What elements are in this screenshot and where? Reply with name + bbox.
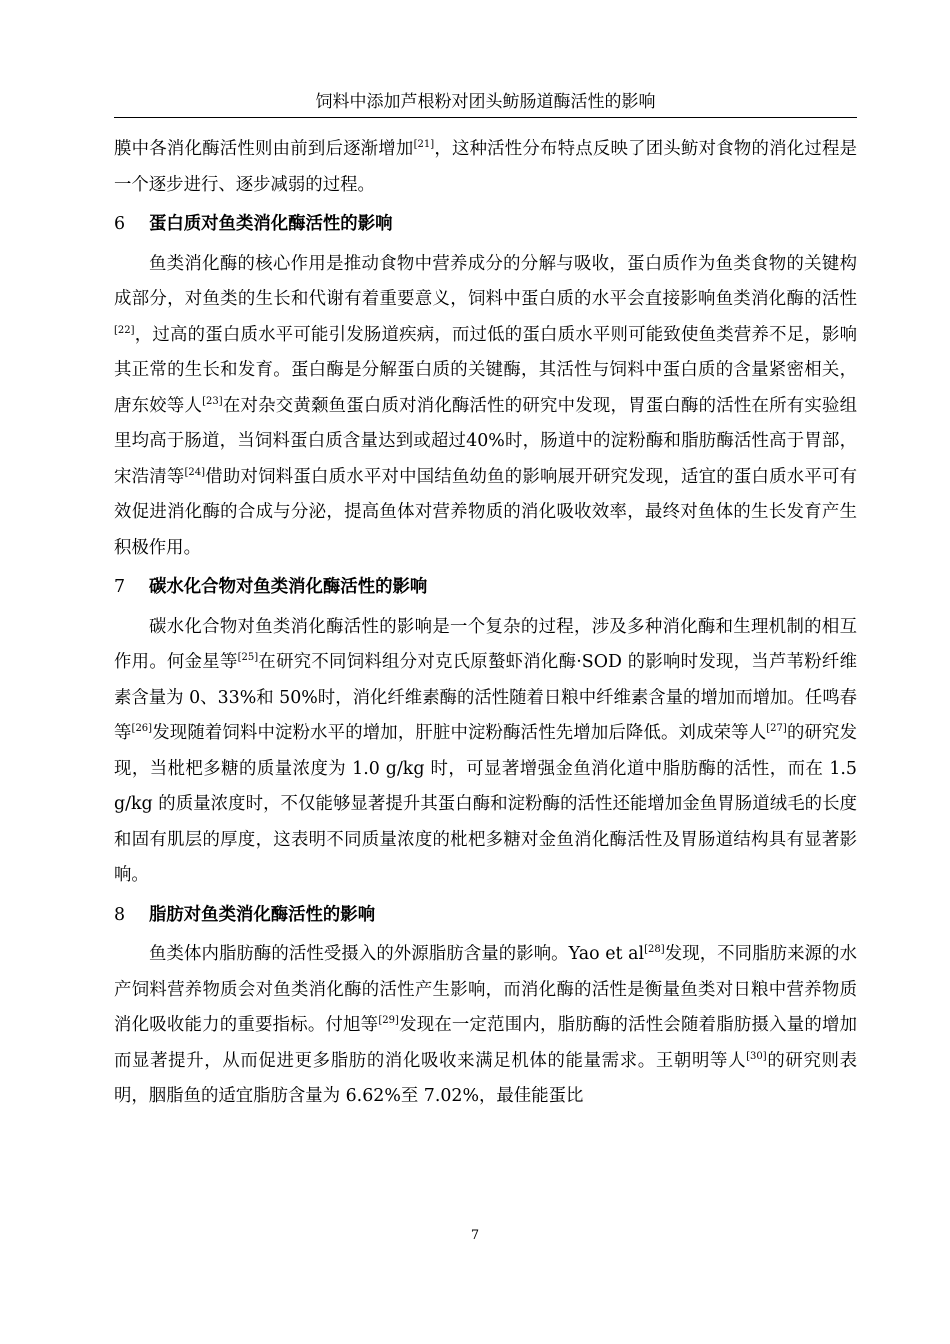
citation-ref: [30] [746, 1050, 767, 1062]
section-number: 6 [114, 214, 126, 234]
section-title: 脂肪对鱼类消化酶活性的影响 [149, 904, 376, 925]
text-segment: ，过高的蛋白质水平可能引发肠道疾病，而过低的蛋白质水平则可能致使鱼类营养不足，影响其正常的生长和发育。蛋白酶是分解蛋白质的关键酶，其活性与饲料中蛋白质的含量紧密相关，唐东姣等人 [114, 324, 857, 416]
citation-ref: [23] [202, 395, 223, 407]
text-segment: 发现，不同脂肪来源的水产饲料营养物质会对鱼类消化酶的活性产生影响，而消化酶的活性是衡量鱼类对日粮中营养物质消化吸收能力的重要指标。付旭等 [114, 944, 857, 1035]
text-segment: 发现在一定范围内，脂肪酶的活性会随着脂肪摄入量的增加而显著提升，从而促进更多脂肪的消化吸收来满足机体的能量需求。王朝明等人 [114, 1015, 857, 1071]
page-number: 7 [470, 1228, 480, 1243]
section-number: 7 [114, 577, 126, 597]
text-segment: 鱼类体内脂肪酶的活性受摄入的外源脂肪含量的影响。Yao et al [149, 944, 645, 964]
running-header: 饲料中添加芦根粉对团头鲂肠道酶活性的影响 [315, 92, 656, 112]
citation-ref: [29] [378, 1015, 399, 1026]
text-segment: 鱼类消化酶的核心作用是推动食物中营养成分的分解与吸收，蛋白质作为鱼类食物的关键构成部分，对鱼类的生长和代谢有着重要意义，饲料中蛋白质的水平会直接影响鱼类消化酶的活性 [114, 253, 857, 309]
citation-ref: [26] [131, 723, 153, 734]
citation-ref: [27] [766, 723, 787, 734]
paragraph-fat [114, 937, 857, 1115]
section-title: 蛋白质对鱼类消化酶活性的影响 [149, 214, 393, 234]
section-heading-7 [114, 570, 857, 606]
text-segment: 膜中各消化酶活性则由前到后逐渐增加 [114, 139, 414, 159]
text-segment: 在对杂交黄颡鱼蛋白质对消化酶活性的研究中发现，胃蛋白酶的活性在所有实验组里均高于肠道，当饲料蛋白质含量达到或超过40%时，肠道中的淀粉酶和脂肪酶活性高于胃部，宋浩清等 [114, 395, 857, 487]
text-segment: 的研究则表明，胭脂鱼的适宜脂肪含量为 6.62%至 7.02%，最佳能蛋比 [114, 1050, 857, 1106]
body-content [114, 132, 857, 1115]
text-segment: 发现随着饲料中淀粉水平的增加，肝脏中淀粉酶活性先增加后降低。刘成荣等人 [152, 723, 767, 743]
citation-ref: [24] [184, 466, 206, 478]
text-segment: 碳水化合物对鱼类消化酶活性的影响是一个复杂的过程，涉及多种消化酶和生理机制的相互作用。何金星等 [114, 616, 857, 672]
citation-ref: [22] [114, 324, 135, 336]
header-rule [114, 117, 857, 118]
paragraph-carbohydrate [114, 610, 857, 894]
text-segment: 的研究发现，当枇杷多糖的质量浓度为 1.0 g/kg 时，可显著增强金鱼消化道中脂肪酶的活性，而在 1.5 g/kg 的质量浓度时，不仅能够显著提升其蛋白酶和淀粉酶的活性还能增加金鱼胃肠道绒毛的长度和固有肌层的厚度，这表明不同质量浓度的枇杷多糖对金鱼消化酶活性及胃肠道结构具有显著影响。 [114, 723, 857, 885]
paragraph-protein [114, 247, 857, 567]
paragraph-continued [114, 132, 857, 203]
text-segment: 在研究不同饲料组分对克氏原螯虾消化酶·SOD 的影响时发现，当芦苇粉纤维素含量为 0、33%和 50%时，消化纤维素酶的活性随着日粮中纤维素含量的增加而增加。任鸣春等 [114, 652, 857, 743]
citation-ref: [21] [413, 139, 435, 150]
citation-ref: [25] [237, 652, 259, 663]
text-segment: 借助对饲料蛋白质水平对中国结鱼幼鱼的影响展开研究发现，适宜的蛋白质水平可有效促进消化酶的合成与分泌，提高鱼体对营养物质的消化吸收效率，最终对鱼体的生长发育产生积极作用。 [114, 466, 857, 558]
section-heading-6 [114, 207, 857, 243]
section-heading-8 [114, 898, 857, 934]
citation-ref: [28] [644, 944, 665, 955]
section-number: 8 [114, 904, 126, 925]
section-title: 碳水化合物对鱼类消化酶活性的影响 [149, 577, 428, 597]
text-segment: ，这种活性分布特点反映了团头鲂对食物的消化过程是一个逐步进行、逐步减弱的过程。 [114, 139, 857, 195]
